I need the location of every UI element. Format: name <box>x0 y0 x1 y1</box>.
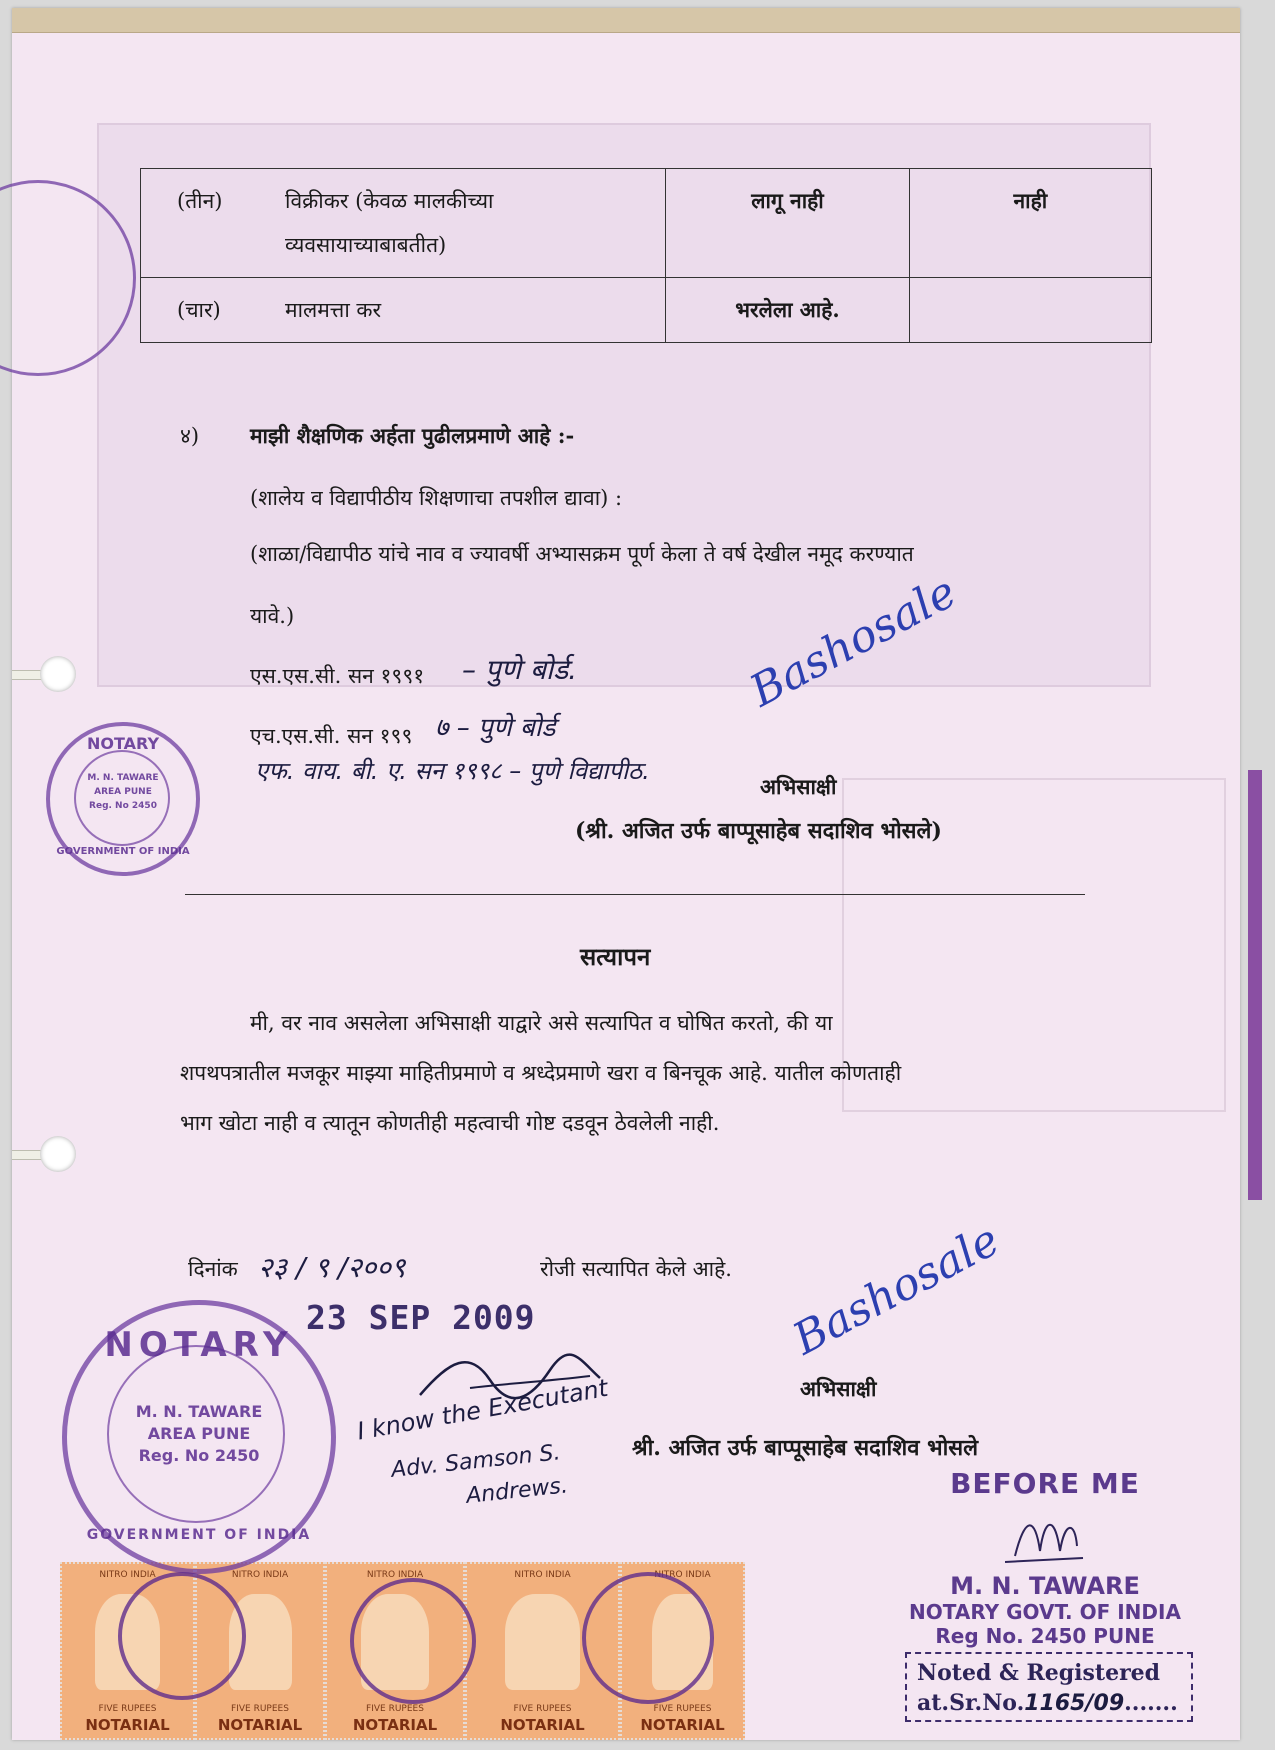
deponent-label: अभिसाक्षी <box>760 774 837 799</box>
deponent-name: (श्री. अजित उर्फ बाप्पूसाहेब सदाशिव भोसले) <box>575 818 942 844</box>
registration-number-line <box>917 1688 1181 1719</box>
advocate-note-line: I know the Executant <box>355 1373 611 1446</box>
row-remark <box>909 278 1151 343</box>
deponent-signature-2: Bashosale <box>785 1214 1008 1366</box>
cancellation-seal <box>582 1572 714 1704</box>
stamp-label: NOTARIAL <box>85 1716 170 1734</box>
section-number: ४) <box>180 424 200 448</box>
seal-area: AREA PUNE <box>94 787 152 797</box>
purple-edge-mark <box>1248 770 1262 1200</box>
description-line: मालमत्ता कर <box>285 298 382 322</box>
stamp-value: FIVE RUPEES <box>366 1704 424 1714</box>
seal-area: AREA PUNE <box>147 1424 251 1443</box>
stamp-value: FIVE RUPEES <box>231 1704 289 1714</box>
advocate-name-line2: Andrews. <box>465 1473 570 1509</box>
registration-stamp <box>905 1652 1193 1722</box>
table-row <box>141 278 1152 343</box>
punch-hole <box>40 656 76 692</box>
date-stamp: 23 SEP 2009 <box>306 1298 536 1337</box>
fyba-handwritten: एफ. वाय. बी. ए. सन १९९८ – पुणे विद्यापीठ. <box>255 757 650 785</box>
notary-seal <box>46 722 200 876</box>
row-status: लागू नाही <box>666 169 909 278</box>
seal-reg: Reg. No 2450 <box>89 801 157 811</box>
education-instruction: (शालेय व विद्यापीठीय शिक्षणाचा तपशील द्यावा) : <box>250 486 623 510</box>
date-label: दिनांक <box>188 1257 238 1281</box>
verification-heading: सत्यापन <box>580 942 651 971</box>
serial-number: 1165/09 <box>1024 1691 1125 1716</box>
registration-label: Noted & Registered <box>917 1660 1161 1686</box>
ssc-label: एस.एस.सी. सन १९९१ <box>250 664 425 688</box>
stamp-top: NITRO INDIA <box>99 1570 156 1580</box>
row-description <box>275 278 666 343</box>
deponent-name-2: श्री. अजित उर्फ बाप्पूसाहेब सदाशिव भोसले <box>632 1435 979 1461</box>
stamp-value: FIVE RUPEES <box>653 1704 712 1714</box>
paragraph-line: भाग खोटा नाही व त्यातून कोणतीही महत्वाची गोष्ट दडवून ठेवलेली नाही. <box>180 1111 720 1135</box>
education-instruction: यावे.) <box>250 604 295 628</box>
hsc-label: एच.एस.सी. सन १९९ <box>250 724 413 748</box>
section-divider <box>185 894 1085 895</box>
cancellation-seal <box>350 1578 476 1704</box>
before-me-label: BEFORE ME <box>950 1467 1140 1500</box>
paragraph-line: मी, वर नाव असलेला अभिसाक्षी याद्वारे असे सत्यापित व घोषित करतो, की या <box>250 1011 833 1035</box>
stamp-top: NITRO INDIA <box>514 1570 571 1580</box>
education-instruction: (शाळा/विद्यापीठ यांचे नाव व ज्यावर्षी अभ्यासक्रम पूर्ण केला ते वर्ष देखील नमूद करण्यात <box>250 542 914 566</box>
row-status: भरलेला आहे. <box>666 278 909 343</box>
verification-paragraph <box>180 998 1075 1148</box>
row-description <box>275 169 666 278</box>
stamp-label: NOTARIAL <box>217 1716 303 1734</box>
education-heading: माझी शैक्षणिक अर्हता पुढीलप्रमाणे आहे :- <box>250 423 575 448</box>
notary-attestation <box>895 1467 1195 1648</box>
dotted-fill: ....... <box>1124 1690 1178 1716</box>
row-remark: नाही <box>909 169 1151 278</box>
stamp-value: FIVE RUPEES <box>513 1704 572 1714</box>
table-row <box>141 169 1152 278</box>
emblem-icon <box>505 1594 581 1690</box>
stamp-top: NITRO INDIA <box>231 1570 289 1580</box>
notary-name: M. N. TAWARE <box>950 1572 1140 1600</box>
description-line: व्यवसायाच्याबाबतीत) <box>285 233 447 257</box>
notary-signature-scribble <box>1005 1506 1085 1566</box>
ssc-handwritten: – पुणे बोर्ड. <box>462 653 578 686</box>
tax-table <box>140 168 1152 343</box>
page-fold-edge <box>12 8 1240 33</box>
advocate-name: Adv. Samson S. <box>390 1440 562 1483</box>
deponent-label-2: अभिसाक्षी <box>800 1376 877 1401</box>
description-line: विक्रीकर (केवळ मालकीच्या <box>285 189 494 213</box>
notary-registration: Reg No. 2450 PUNE <box>935 1624 1155 1648</box>
stamp-top: NITRO INDIA <box>366 1570 424 1580</box>
stamp-label: NOTARIAL <box>352 1716 438 1734</box>
verification-suffix: रोजी सत्यापित केले आहे. <box>540 1257 732 1281</box>
seal-top-text: NOTARY <box>104 1325 294 1365</box>
serial-label: at.Sr.No. <box>917 1690 1025 1716</box>
notary-title: NOTARY GOVT. OF INDIA <box>909 1600 1181 1624</box>
seal-name: M. N. TAWARE <box>87 773 159 783</box>
seal-top-text: NOTARY <box>86 734 160 753</box>
notary-seal-large <box>62 1300 336 1574</box>
cancellation-seal <box>118 1572 246 1700</box>
punch-hole <box>40 1136 76 1172</box>
date-handwritten: २३ / ९ /२००९ <box>258 1251 406 1284</box>
deponent-signature: Bashosale <box>742 566 965 718</box>
row-number: (तीन) <box>141 169 276 278</box>
hsc-handwritten: ७ – पुणे बोर्ड <box>435 713 556 743</box>
row-number: (चार) <box>141 278 276 343</box>
paragraph-line: शपथपत्रातील मजकूर माझ्या माहितीप्रमाणे व श्रध्देप्रमाणे खरा व बिनचूक आहे. यातील कोणताही <box>180 1061 902 1085</box>
seal-bottom-text: GOVERNMENT OF INDIA <box>56 846 190 857</box>
seal-bottom-text: GOVERNMENT OF INDIA <box>86 1527 312 1543</box>
seal-reg: Reg. No 2450 <box>138 1446 260 1465</box>
stamp-label: NOTARIAL <box>640 1716 725 1734</box>
seal-name: M. N. TAWARE <box>135 1402 263 1421</box>
stamp-top: NITRO INDIA <box>654 1570 711 1580</box>
stamp-value: FIVE RUPEES <box>98 1704 157 1714</box>
advocate-signature-scribble <box>410 1340 610 1410</box>
stamp-label: NOTARIAL <box>500 1716 585 1734</box>
